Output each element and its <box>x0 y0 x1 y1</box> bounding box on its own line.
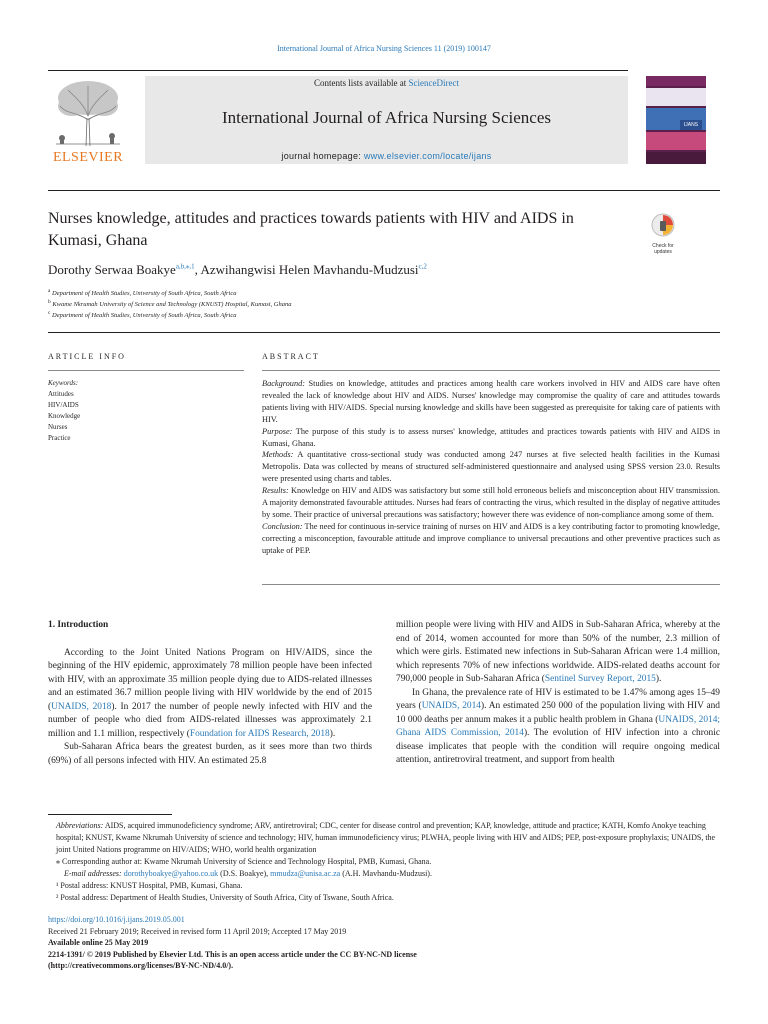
affiliation-a-key: a <box>48 288 51 294</box>
affiliation-a <box>48 288 648 297</box>
abstract-purpose-label: Purpose: <box>262 426 293 436</box>
keywords-label: Keywords: <box>48 379 79 387</box>
email-link[interactable]: mmudza@unisa.ac.za <box>270 869 341 878</box>
affiliation-b <box>48 299 648 308</box>
email-addresses <box>48 868 720 880</box>
footnotes <box>48 820 720 904</box>
abstract-background-text: Studies on knowledge, attitudes and practices among health care workers involved in HIV and AIDS care have often revealed the lack of knowledge about HIV and AIDS. Nurses' knowledge may compromise the quality of care and attitudes towards patients living with HIV/AIDS. Special nursing knowledge and skills have been suggested as prerequisite for taking care of patients with HIV. <box>262 379 721 424</box>
keyword-item: Attitudes <box>48 390 74 398</box>
journal-title: International Journal of Africa Nursing Sciences <box>221 108 552 127</box>
keyword-item: Practice <box>48 434 71 442</box>
footnote-rule <box>48 814 172 815</box>
body-column-right <box>396 619 720 768</box>
corresponding-author-note: ⁎ Corresponding author at: Kwame Nkrumah University of Science and Technology Hospital, PMB, Kumasi, Ghana. <box>56 857 432 866</box>
doi-link[interactable]: https://doi.org/10.1016/j.ijans.2019.05.001 <box>48 915 185 924</box>
abstract-background <box>262 378 720 426</box>
keyword-item: HIV/AIDS <box>48 401 79 409</box>
sciencedirect-link[interactable]: ScienceDirect <box>408 78 459 88</box>
abstract-purpose <box>262 426 720 450</box>
paragraph: Sub-Saharan Africa bears the greatest burden, as it sees more than two thirds (69%) of all persons infected with HIV. An estimated 25.8 <box>48 742 372 766</box>
header-top-rule <box>48 70 628 71</box>
abstract-background-label: Background: <box>262 379 306 388</box>
affiliation-b-key: b <box>48 299 51 305</box>
cover-label: IJANS <box>680 120 702 130</box>
abstract-conclusion <box>262 521 720 557</box>
contents-availability <box>145 78 628 88</box>
body-column-left <box>48 619 372 768</box>
email-label: E-mail addresses: <box>64 869 122 878</box>
author-2-affiliation-markers[interactable]: c,2 <box>418 262 427 271</box>
abstract-methods-text: A quantitative cross-sectional study was conducted among 247 nurses at five selected health facilities in the Kumasi Metropolis. Data was collected by means of structured self-administered questionnaire and analysed using SPSS version 23.0. Results were presented using charts and tables. <box>262 450 720 484</box>
postal-address-2: ² Postal address: Department of Health Studies, University of South Africa, City of Tswane, South Africa. <box>56 893 394 902</box>
affiliation-b-text: Kwame Nkrumah University of Science and Technology (KNUST) Hospital, Kumasi, Ghana <box>52 301 292 309</box>
keyword-item: Knowledge <box>48 412 81 420</box>
citation-link[interactable]: UNAIDS, 2014 <box>421 701 481 711</box>
abstract-conclusion-label: Conclusion: <box>262 521 303 531</box>
homepage-prefix: journal homepage: <box>281 151 364 161</box>
abstract-results <box>262 485 720 521</box>
check-for-updates-label: Check for updates <box>652 243 674 255</box>
affiliation-c-key: c <box>48 310 51 316</box>
elsevier-wordmark: ELSEVIER <box>52 150 124 165</box>
postal-address-1: ¹ Postal address: KNUST Hospital, PMB, Kumasi, Ghana. <box>56 881 243 890</box>
contents-prefix: Contents lists available at <box>314 78 409 88</box>
email-link[interactable]: dorothyboakye@yahoo.co.uk <box>123 869 219 878</box>
paragraph-text: According to the Joint United Nations Program on HIV/AIDS, since the beginning of the HIV epidemic, approximately 78 million people have been infected with HIV, with an approximate 35 million people dying due to AIDS-related illnesses and an estimated 36.7 million people living with HIV worldwide by the end of 2015 ( <box>48 647 372 712</box>
abbreviations-label: Abbreviations: <box>56 821 104 830</box>
paragraph <box>396 687 720 768</box>
abstract-purpose-text: The purpose of this study is to assess nurses' knowledge, attitudes and practices towards patients with HIV and AIDS in Kumasi, Ghana. <box>262 426 720 448</box>
paragraph-text: ). In 2017 the number of people newly infected with HIV and the number of people who died from AIDS-related illnesses was approximately 2.1 million and 1.1 million, respectively ( <box>48 701 372 739</box>
email-owner: (D.S. Boakye), <box>218 869 271 878</box>
citation-link[interactable]: UNAIDS, 2014; Ghana AIDS Commission, 2014 <box>396 714 720 738</box>
abbreviations-footnote <box>48 820 720 856</box>
abstract-heading: ABSTRACT <box>262 352 320 361</box>
header-bottom-rule <box>48 190 720 191</box>
affiliation-a-text: Department of Health Studies, University of South Africa, South Africa <box>52 290 237 298</box>
abstract-methods-label: Methods: <box>262 450 294 460</box>
author-1-name[interactable]: Dorothy Serwaa Boakye <box>48 262 176 277</box>
journal-cover-thumbnail[interactable] <box>646 76 706 164</box>
available-online: Available online 25 May 2019 <box>48 938 149 947</box>
affiliation-rule <box>48 332 720 333</box>
paragraph-text: ). <box>329 728 336 739</box>
citation-link[interactable]: Sentinel Survey Report, 2015 <box>544 674 656 684</box>
affiliation-c <box>48 310 648 319</box>
homepage-link[interactable]: www.elsevier.com/locate/ijans <box>363 151 492 161</box>
paragraph-text: ). An estimated 250 000 of the population living with HIV and 10 000 deaths per annum makes it a public health problem in Ghana ( <box>396 701 720 725</box>
paragraph <box>396 619 720 687</box>
paragraph-text: ). The evolution of HIV infection into a chronic disease implicates that people with the condition will require ongoing medical attention, antiretroviral treatment, and support from health <box>396 728 720 765</box>
license-statement: 2214-1391/ © 2019 Published by Elsevier Ltd. This is an open access article under the CC BY-NC-ND license <box>48 949 417 959</box>
citation-link[interactable]: UNAIDS, 2018 <box>51 701 112 712</box>
received-dates: Received 21 February 2019; Received in revised form 11 April 2019; Accepted 17 May 2019 <box>48 926 347 936</box>
abstract-body <box>262 378 720 557</box>
journal-citation[interactable]: International Journal of Africa Nursing Sciences 11 (2019) 100147 <box>277 44 491 53</box>
abstract-bottom-rule <box>262 584 720 585</box>
publication-info <box>48 914 720 972</box>
article-info-heading: ARTICLE INFO <box>48 352 126 361</box>
abstract-top-rule <box>262 370 720 371</box>
author-2-name[interactable]: Azwihangwisi Helen Mavhandu-Mudzusi <box>200 262 419 277</box>
affiliation-c-text: Department of Health Studies, University of South Africa, South Africa <box>52 312 237 320</box>
journal-homepage <box>145 151 628 161</box>
keyword-item: Nurses <box>48 423 68 431</box>
paragraph-text: million people were living with HIV and AIDS in Sub-Saharan Africa, whereby at the end of 2014, women accounted for more than 50% of the number, 2.3 million of which were girls. Estimated new infections in Sub-Saharan African were 1.4 million, which represents 70% of new infections worldwide. AIDS-related deaths account for 790,000 people in Sub-Saharan Africa ( <box>396 620 720 684</box>
license-url[interactable]: (http://creativecommons.org/licenses/BY-NC-ND/4.0/). <box>48 961 234 970</box>
paragraph <box>48 647 372 742</box>
article-title: Nurses knowledge, attitudes and practices towards patients with HIV and AIDS in Kumasi, Ghana <box>48 210 574 249</box>
section-heading-introduction: 1. Introduction <box>48 620 109 630</box>
paragraph-text: ). <box>655 674 662 684</box>
abstract-results-label: Results: <box>262 486 289 496</box>
author-1-affiliation-markers[interactable]: a,b,⁎,1 <box>175 262 195 271</box>
check-for-updates-icon[interactable] <box>646 212 680 255</box>
abstract-conclusion-text: The need for continuous in-service training of nurses on HIV and AIDS is a key contributing factor to promoting knowledge, correcting a misconception, favourable attitude and improve compliance to universal precautions and other preventive practices such as uptake of PEP. <box>262 521 720 555</box>
abstract-methods <box>262 449 720 485</box>
article-info-rule <box>48 370 244 371</box>
abstract-results-text: Knowledge on HIV and AIDS was satisfactory but some still hold erroneous beliefs and misconception about HIV transmission. A majority demonstrated favourable attitudes. Nurses had fears of contracting the virus, which resulted in the display of negative attitudes by some. Their practice of universal precautions was satisfactory; however there was evidence of non-compliance among some of them. <box>262 486 721 519</box>
author-list: Dorothy Serwaa Boakye$^{a,b,⁎,1}$, Azwihangwisi Helen Mavhandu-Mudzusi$^{c,2}$ <box>48 262 427 277</box>
citation-link[interactable]: Foundation for AIDS Research, 2018 <box>189 728 330 739</box>
abbreviations-text: AIDS, acquired immunodeficiency syndrome; ARV, antiretroviral; CDC, center for disease control and prevention; KAP, knowledge, attitude and practice; KATH, Komfo Anokye teaching hospital; KNUST, Kwame Nkrumah University of science and technology; HIV, human immunodeficiency virus; PLWHA, people living with HIV and AIDS; PEP, post-exposure prophylaxis; UNAIDS, the joint United Nations programme on HIV/AIDS; WHO, world health organization <box>56 821 716 854</box>
keywords-block <box>48 378 80 444</box>
paragraph-text: In Ghana, the prevalence rate of HIV is estimated to be 1.47% among ages 15–49 years ( <box>396 687 720 711</box>
email-owner: (A.H. Mavhandu-Mudzusi). <box>340 869 432 878</box>
